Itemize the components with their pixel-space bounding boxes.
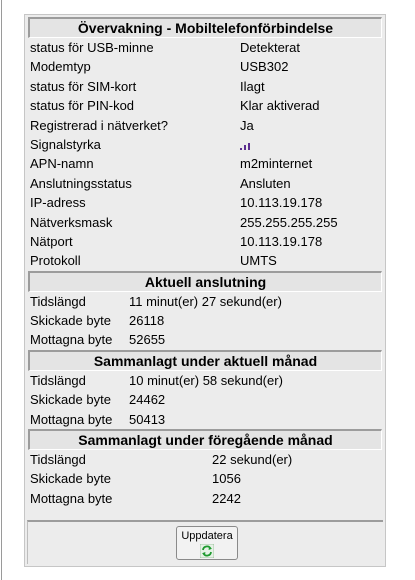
row-value: 2242 [212,490,241,506]
row-duration [27,371,383,390]
section-header-monitoring: Övervakning - Mobiltelefonförbindelse [28,17,382,38]
row-value: 1056 [212,471,241,487]
row-label: status för USB-minne [30,40,154,55]
row-value: 26118 [129,313,165,329]
section-header-current-month: Sammanlagt under aktuell månad [28,350,382,371]
row-value: 52655 [129,332,166,348]
row-value: 10.113.19.178 [240,195,323,211]
frame-border [1,0,2,580]
row-bytes-received [27,330,383,349]
row-sim-status [27,77,383,96]
button-bar [27,520,383,564]
row-signal-strength [27,135,383,154]
row-bytes-received [27,410,383,429]
signal-strength-icon [240,142,256,150]
refresh-button[interactable] [176,526,238,560]
row-label: Protokoll [30,253,81,269]
row-bytes-sent [27,469,383,488]
row-label: Tidslängd [30,293,86,309]
row-bytes-received [27,489,383,508]
row-value: UMTS [240,253,277,269]
row-pin-status [27,96,383,115]
monitor-panel [24,14,386,567]
section-header-previous-month: Sammanlagt under föregående månad [28,429,382,450]
row-value: 50413 [129,411,166,427]
signal-bar [248,143,250,150]
row-value: 22 sekund(er) [212,452,293,468]
row-apn-name [27,154,383,173]
row-value: 10 minut(er) 58 sekund(er) [129,372,283,388]
refresh-button-label: Uppdatera [181,530,233,542]
row-protocol [27,251,383,270]
row-label: Mottagna byte [30,490,113,506]
row-value: m2minternet [240,156,313,172]
row-modem-type [27,57,383,76]
row-label: Modemtyp [30,59,91,75]
row-bytes-sent [27,390,383,409]
row-label: Skickade byte [30,313,111,329]
signal-bar [244,145,246,150]
row-connection-status [27,174,383,193]
row-label: Anslutningsstatus [30,175,132,191]
row-label: Tidslängd [30,372,86,388]
row-label: Nätverksmask [30,214,113,230]
row-value: 10.113.19.178 [240,233,323,249]
row-label: IP-adress [30,195,86,211]
refresh-icon [200,544,214,558]
section-header-current-connection: Aktuell anslutning [28,271,382,292]
section-previous-month [27,450,383,508]
section-current-connection [27,292,383,350]
row-label: Mottagna byte [30,332,113,348]
row-label: Mottagna byte [30,411,113,427]
signal-bar [240,148,242,150]
row-value: Ja [240,117,254,133]
row-label: Tidslängd [30,452,86,468]
row-label: Skickade byte [30,392,111,408]
row-value: 24462 [129,392,166,408]
row-duration [27,292,383,311]
row-value: 11 minut(er) 27 sekund(er) [129,293,282,309]
row-label: status för PIN-kod [30,98,135,114]
row-value: Detekterat [240,40,300,55]
row-label: Skickade byte [30,471,111,487]
row-netmask [27,213,383,232]
row-label: Registrerad i nätverket? [30,117,169,133]
row-value: USB302 [240,59,289,75]
row-bytes-sent [27,311,383,330]
row-ip-address [27,193,383,212]
row-duration [27,450,383,469]
section-monitoring [27,38,383,271]
row-usb-status [27,38,383,57]
row-label: APN-namn [30,156,94,172]
row-gateway [27,232,383,251]
row-label: Signalstyrka [30,136,101,152]
row-value: 255.255.255.255 [240,214,338,230]
section-current-month [27,371,383,429]
row-label: Nätport [30,233,73,249]
row-label: status för SIM-kort [30,78,137,94]
row-value [240,135,256,154]
row-value: Klar aktiverad [240,98,320,114]
row-registered [27,116,383,135]
row-value: Ilagt [240,78,265,94]
row-value: Ansluten [240,175,291,191]
